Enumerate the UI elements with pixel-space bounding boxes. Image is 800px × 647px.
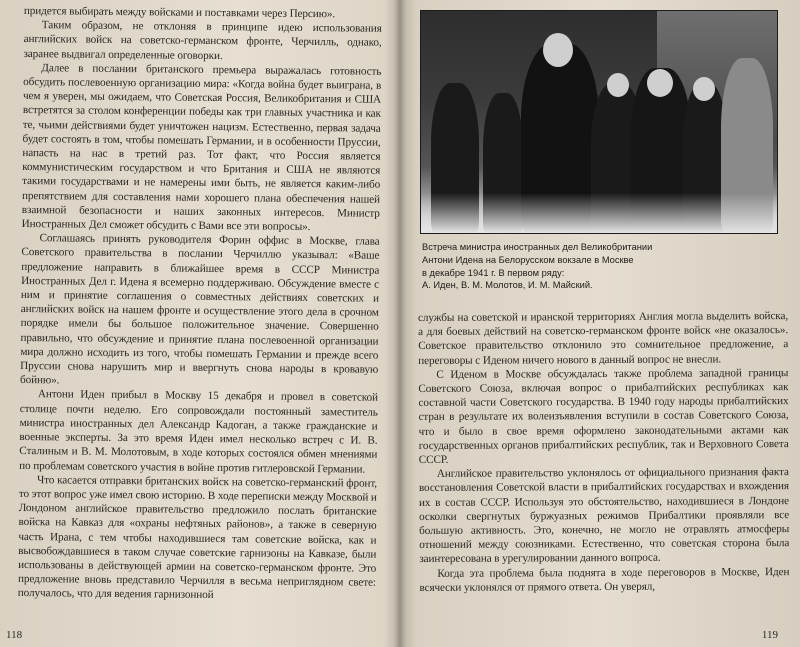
paragraph: Соглашаясь принять руководителя Форин оффис в Москве, глава Советского правительства в послании Черчиллю указывал: «Ваше предложение направить в ближайшее время в СССР Министра Иностранных Дел г. Идена я всемерно поддерживаю. Обсуждение вместе с ним и принятие соглашения о совместных действиях советских и английских войск на нашем фронте и осуществление этого дела в срочном порядке имели бы большое положительное значение. Совершенно правильно, что обсуждение и принятие плана послевоенной организации мира должно исходить из того, чтобы помешать Германии и прежде всего Пруссии снова нарушить мир и ввергнуть снова народы в кровавую бойню».	[19, 232, 380, 387]
paragraph: службы на советской и иранской территориях Англия могла выделить войска, а для боевых действий на советско-германском фронте войск «не оказалось». Советское правительство отклонило это сомнительное предложение, а переговоры с Иденом ничего нового в данный вопрос не внесли.	[418, 310, 789, 367]
paragraph: Далее в послании британского премьера выражалась готовность обсудить послевоенную организацию мира: «Когда война будет выиграна, в чем я уверен, мы ожидаем, что Советская Россия, Великобритания и США встретятся за столом конференции победы как три главных участника и как те, чьими действиями будет уничтожен нацизм. Естественно, первая задача будет состоять в том, чтобы помешать Германии, и в особенности Пруссии, напасть на нас в третий раз. Тот факт, что Россия является коммунистическим государством и что Британия и США не являются такими государствами и не намерены ими быть, не является каким-либо препятствием для составления нами хорошего плана обеспечения нашей взаимной безопасности и наших законных интересов. Министр Иностранных Дел сможет обсудить с Вами все эти вопросы».	[21, 61, 382, 234]
photo-snow	[421, 193, 777, 233]
paragraph: Английское правительство уклонялось от официального признания факта восстановления Советской власти в прибалтийских государствах и вхождения их в состав СССР. Используя это обстоятельство, находившиеся в Лондоне осколки свергнутых буржуазных режимов Прибалтики проявляли все большую активность. Это, конечно, не могло не отравлять атмосферы отношений между союзниками. Естественно, что советская сторона была заинтересована в урегулировании данного вопроса.	[418, 466, 790, 566]
paragraph: придется выбирать между войсками и поставками через Персию».	[23, 4, 336, 21]
page-number: 118	[6, 629, 23, 641]
book-gutter	[394, 0, 406, 647]
photo-caption	[422, 241, 782, 292]
paragraph: Таким образом, не отклоняя в принципе идею использования английских войск на советско-германском фронте, Черчилль, однако, заранее выдвигал определенные оговорки.	[23, 19, 382, 62]
page-number: 119	[761, 629, 778, 641]
paragraph: Антони Иден прибыл в Москву 15 декабря и провел в советской столице почти неделю. Его сопровождали постоянный заместитель министра иностранных дел Александр Кадоган, а также гражданские и военные эксперты. За это время Иден имел несколько встреч с И. В. Сталиным и В. М. Молотовым, в ходе которых состоялся обмен мнениями по проблемам советского участия в войне против гитлеровской Германии.	[19, 388, 378, 476]
historical-photo	[420, 10, 778, 234]
paragraph: Когда эта проблема была поднята в ходе переговоров в Москве, Иден всячески уклонялся от прямого ответа. Он уверял,	[419, 565, 790, 594]
caption-line: Антони Идена на Белорусском вокзале в Москве	[422, 254, 634, 265]
paragraph: С Иденом в Москве обсуждалась также проблема западной границы Советского Союза, включая вопрос о прибалтийских республиках как составной части Советского государства. В 1940 году народы прибалтийских стран в результате их волеизъявления вступили в состав Советского Союза, что и было в свое время оформлено законодательными актами как государственных органов прибалтийских республик, так и Верховного Совета СССР.	[418, 366, 789, 467]
photo-face	[543, 33, 573, 67]
photo-face	[607, 73, 629, 97]
right-text-column	[418, 309, 789, 595]
photo-face	[693, 77, 715, 101]
caption-line: А. Иден, В. М. Молотов, И. М. Майский.	[422, 280, 593, 291]
right-page	[408, 0, 800, 647]
left-text-column	[18, 4, 382, 604]
caption-line: в декабре 1941 г. В первом ряду:	[422, 267, 565, 278]
photo-face	[647, 69, 673, 97]
paragraph: Что касается отправки британских войск на советско-германский фронт, то этот вопрос уже имел свою историю. В ходе переписки между Москвой и Лондоном английское правительство предложило послать британские войска на Кавказ для «охраны нефтяных районов», а также в северную часть Ирана, с тем чтобы находившиеся там советские войска, как и высвобождавшиеся в таком случае советские гарнизоны на Кавказе, были использованы в действующей армии на советско-германском фронте. Это предложение вновь представило Черчилля в весьма неприглядном свете: получалось, что для ведения гарнизонной	[17, 473, 378, 602]
caption-line: Встреча министра иностранных дел Великобритании	[422, 242, 653, 252]
left-page	[0, 0, 392, 647]
